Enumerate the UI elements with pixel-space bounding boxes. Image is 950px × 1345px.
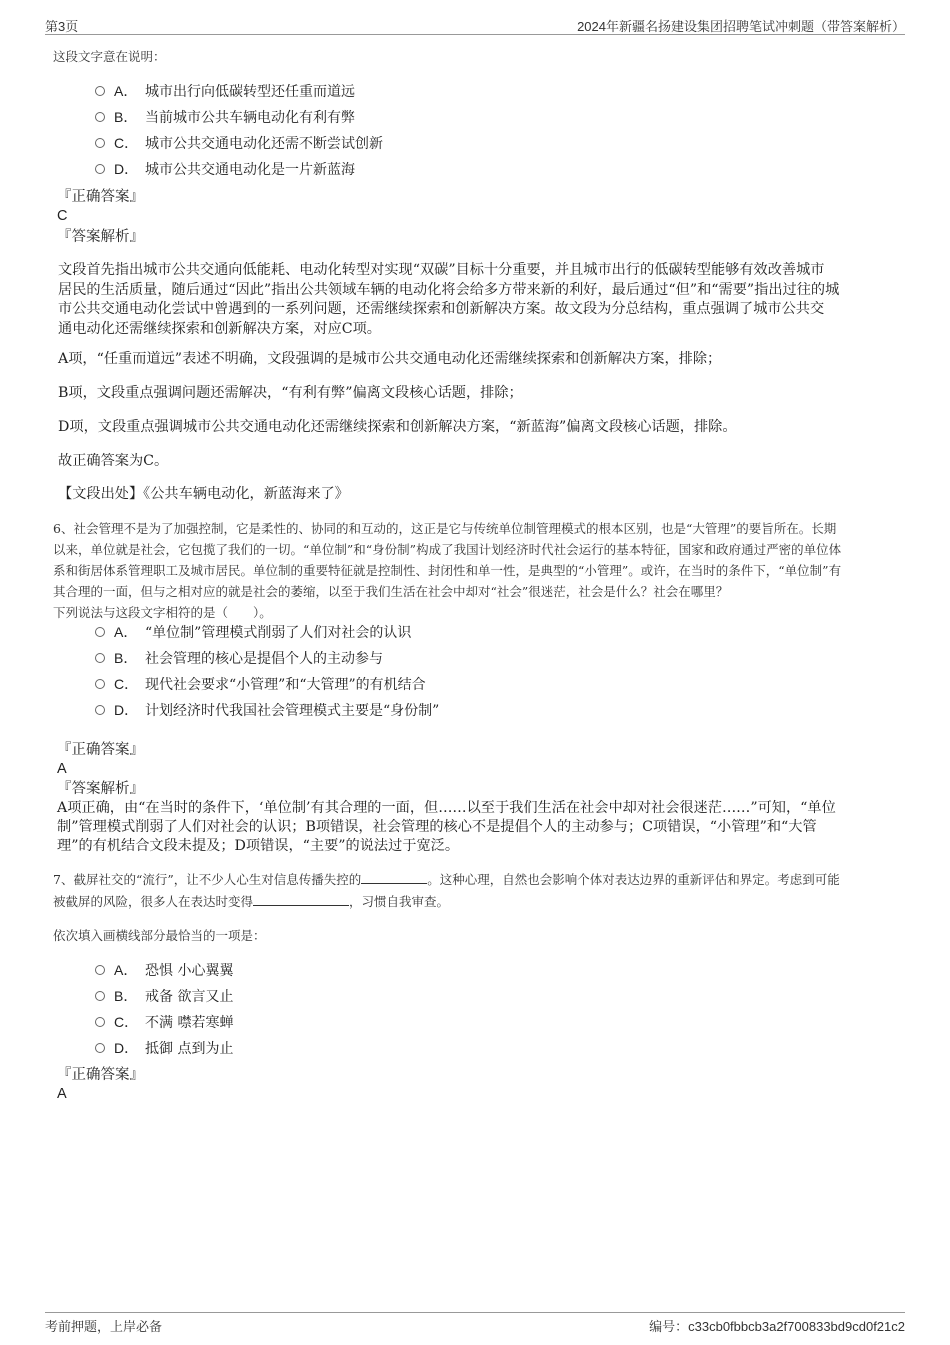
blank-1[interactable] bbox=[361, 883, 427, 884]
q7-answer: A bbox=[57, 1086, 67, 1102]
radio-icon[interactable] bbox=[95, 138, 105, 148]
q6-analysis: A项正确，由“在当时的条件下，‘单位制’有其合理的一面，但……以至于我们生活在社会中却对社会很迷茫……”可知，“单位 制”管理模式削弱了人们对社会的认识；B项错误，社会管理的核心不是提倡个人的主动参与；C项错误，“小管理”和“大管 理”的有机结合文段未提及；D项错误，“主要”的说法过于宽泛。 bbox=[57, 800, 836, 854]
radio-icon[interactable] bbox=[95, 1043, 105, 1053]
radio-icon[interactable] bbox=[95, 991, 105, 1001]
q7-option-d[interactable]: D． 抵御 点到为止 bbox=[95, 1038, 233, 1058]
q5-stem-end: 这段文字意在说明： bbox=[53, 49, 166, 64]
q7-prompt: 依次填入画横线部分最恰当的一项是： bbox=[53, 928, 266, 943]
q5-option-d[interactable]: D． 城市公共交通电动化是一片新蓝海 bbox=[95, 159, 355, 179]
q5-option-a[interactable]: A． 城市出行向低碳转型还任重而道远 bbox=[95, 81, 355, 101]
blank-2[interactable] bbox=[253, 905, 349, 906]
page-footer bbox=[45, 1312, 905, 1343]
q5-analysis: 文段首先指出城市公共交通向低能耗、电动化转型对实现“双碳”目标十分重要，并且城市出行的低碳转型能够有效改善城市 居民的生活质量，随后通过“因此”指出公共领域车辆的电动化将会给多方带来新的利好，最后通过“但”和“需要”指出过往的城 市公共交通电动化尝试中曾遇到的一系列问题，还需继续探索和创新解决方案。故文段为分总结构，重点强调了城市公共交 通电动化还需继续探索和创新解决方案，对应C项。 bbox=[58, 262, 840, 337]
q5-note-b: B项，文段重点强调问题还需解决，“有利有弊”偏离文段核心话题，排除； bbox=[58, 385, 523, 401]
q7-option-c[interactable]: C． 不满 噤若寒蝉 bbox=[95, 1012, 233, 1032]
q6-answer-label: 『正确答案』 bbox=[57, 742, 144, 758]
q7-stem: 7、截屏社交的“流行”，让不少人心生对信息传播失控的 。这种心理，自然也会影响个体对表达边界的重新评估和界定。考虑到可能 被截屏的风险，很多人在表达时变得 ，习惯自我审查。 bbox=[53, 872, 840, 909]
q6-analysis-label: 『答案解析』 bbox=[57, 781, 144, 797]
q7-answer-label: 『正确答案』 bbox=[57, 1067, 144, 1083]
radio-icon[interactable] bbox=[95, 1017, 105, 1027]
q7-option-b[interactable]: B． 戒备 欲言又止 bbox=[95, 986, 233, 1006]
q5-note-a: A项，“任重而道远”表述不明确，文段强调的是城市公共交通电动化还需继续探索和创新解决方案，排除； bbox=[58, 351, 722, 367]
q6-option-d[interactable]: D． 计划经济时代我国社会管理模式主要是“身份制” bbox=[95, 700, 439, 720]
q6-option-c[interactable]: C． 现代社会要求“小管理”和“大管理”的有机结合 bbox=[95, 674, 426, 694]
radio-icon[interactable] bbox=[95, 627, 105, 637]
q6-option-a[interactable]: A． “单位制”管理模式削弱了人们对社会的认识 bbox=[95, 622, 411, 642]
q5-option-b[interactable]: B． 当前城市公共车辆电动化有利有弊 bbox=[95, 107, 355, 127]
q6-option-b[interactable]: B． 社会管理的核心是提倡个人的主动参与 bbox=[95, 648, 383, 668]
page-header bbox=[45, 14, 905, 35]
q5-option-c[interactable]: C． 城市公共交通电动化还需不断尝试创新 bbox=[95, 133, 383, 153]
q5-answer: C bbox=[57, 208, 68, 224]
page-number: 第3页 bbox=[45, 19, 79, 34]
q5-conclusion: 故正确答案为C。 bbox=[58, 453, 169, 469]
document-title: 2024年新疆名扬建设集团招聘笔试冲刺题（带答案解析） bbox=[577, 19, 905, 34]
q7-option-a[interactable]: A． 恐惧 小心翼翼 bbox=[95, 960, 233, 980]
radio-icon[interactable] bbox=[95, 112, 105, 122]
radio-icon[interactable] bbox=[95, 164, 105, 174]
radio-icon[interactable] bbox=[95, 679, 105, 689]
q5-note-d: D项，文段重点强调城市公共交通电动化还需继续探索和创新解决方案，“新蓝海”偏离文段核心话题，排除。 bbox=[58, 419, 737, 435]
document-id: 编号：c33cb0fbbcb3a2f700833bd9cd0f21c2 bbox=[649, 1319, 905, 1334]
q5-answer-label: 『正确答案』 bbox=[57, 189, 144, 205]
q5-analysis-label: 『答案解析』 bbox=[57, 229, 144, 245]
radio-icon[interactable] bbox=[95, 705, 105, 715]
q6-answer: A bbox=[57, 761, 67, 777]
radio-icon[interactable] bbox=[95, 965, 105, 975]
q6-stem: 6、社会管理不是为了加强控制，它是柔性的、协同的和互动的，这正是它与传统单位制管理模式的根本区别，也是“大管理”的要旨所在。长期 以来，单位就是社会，它包揽了我们的一切。“单位制”和“身份制”构成了我国计划经济时代社会运行的基本特征，国家和政府通过严密的单位体 系和街居体系管理职工及城市居民。单位制的重要特征就是控制性、封闭性和单一性，是典型的“小管理”。或许，在当时的条件下，“单位制”有 其合理的一面，但与之相对应的就是社会的萎缩，以至于我们生活在社会中却对“社会”很迷茫，社会是什么？社会在哪里？ 下列说法与这段文字相符的是（ ）。 bbox=[53, 521, 842, 620]
radio-icon[interactable] bbox=[95, 653, 105, 663]
q5-source: 【文段出处】《公共车辆电动化，新蓝海来了》 bbox=[58, 486, 349, 502]
footer-slogan: 考前押题，上岸必备 bbox=[45, 1320, 163, 1335]
radio-icon[interactable] bbox=[95, 86, 105, 96]
